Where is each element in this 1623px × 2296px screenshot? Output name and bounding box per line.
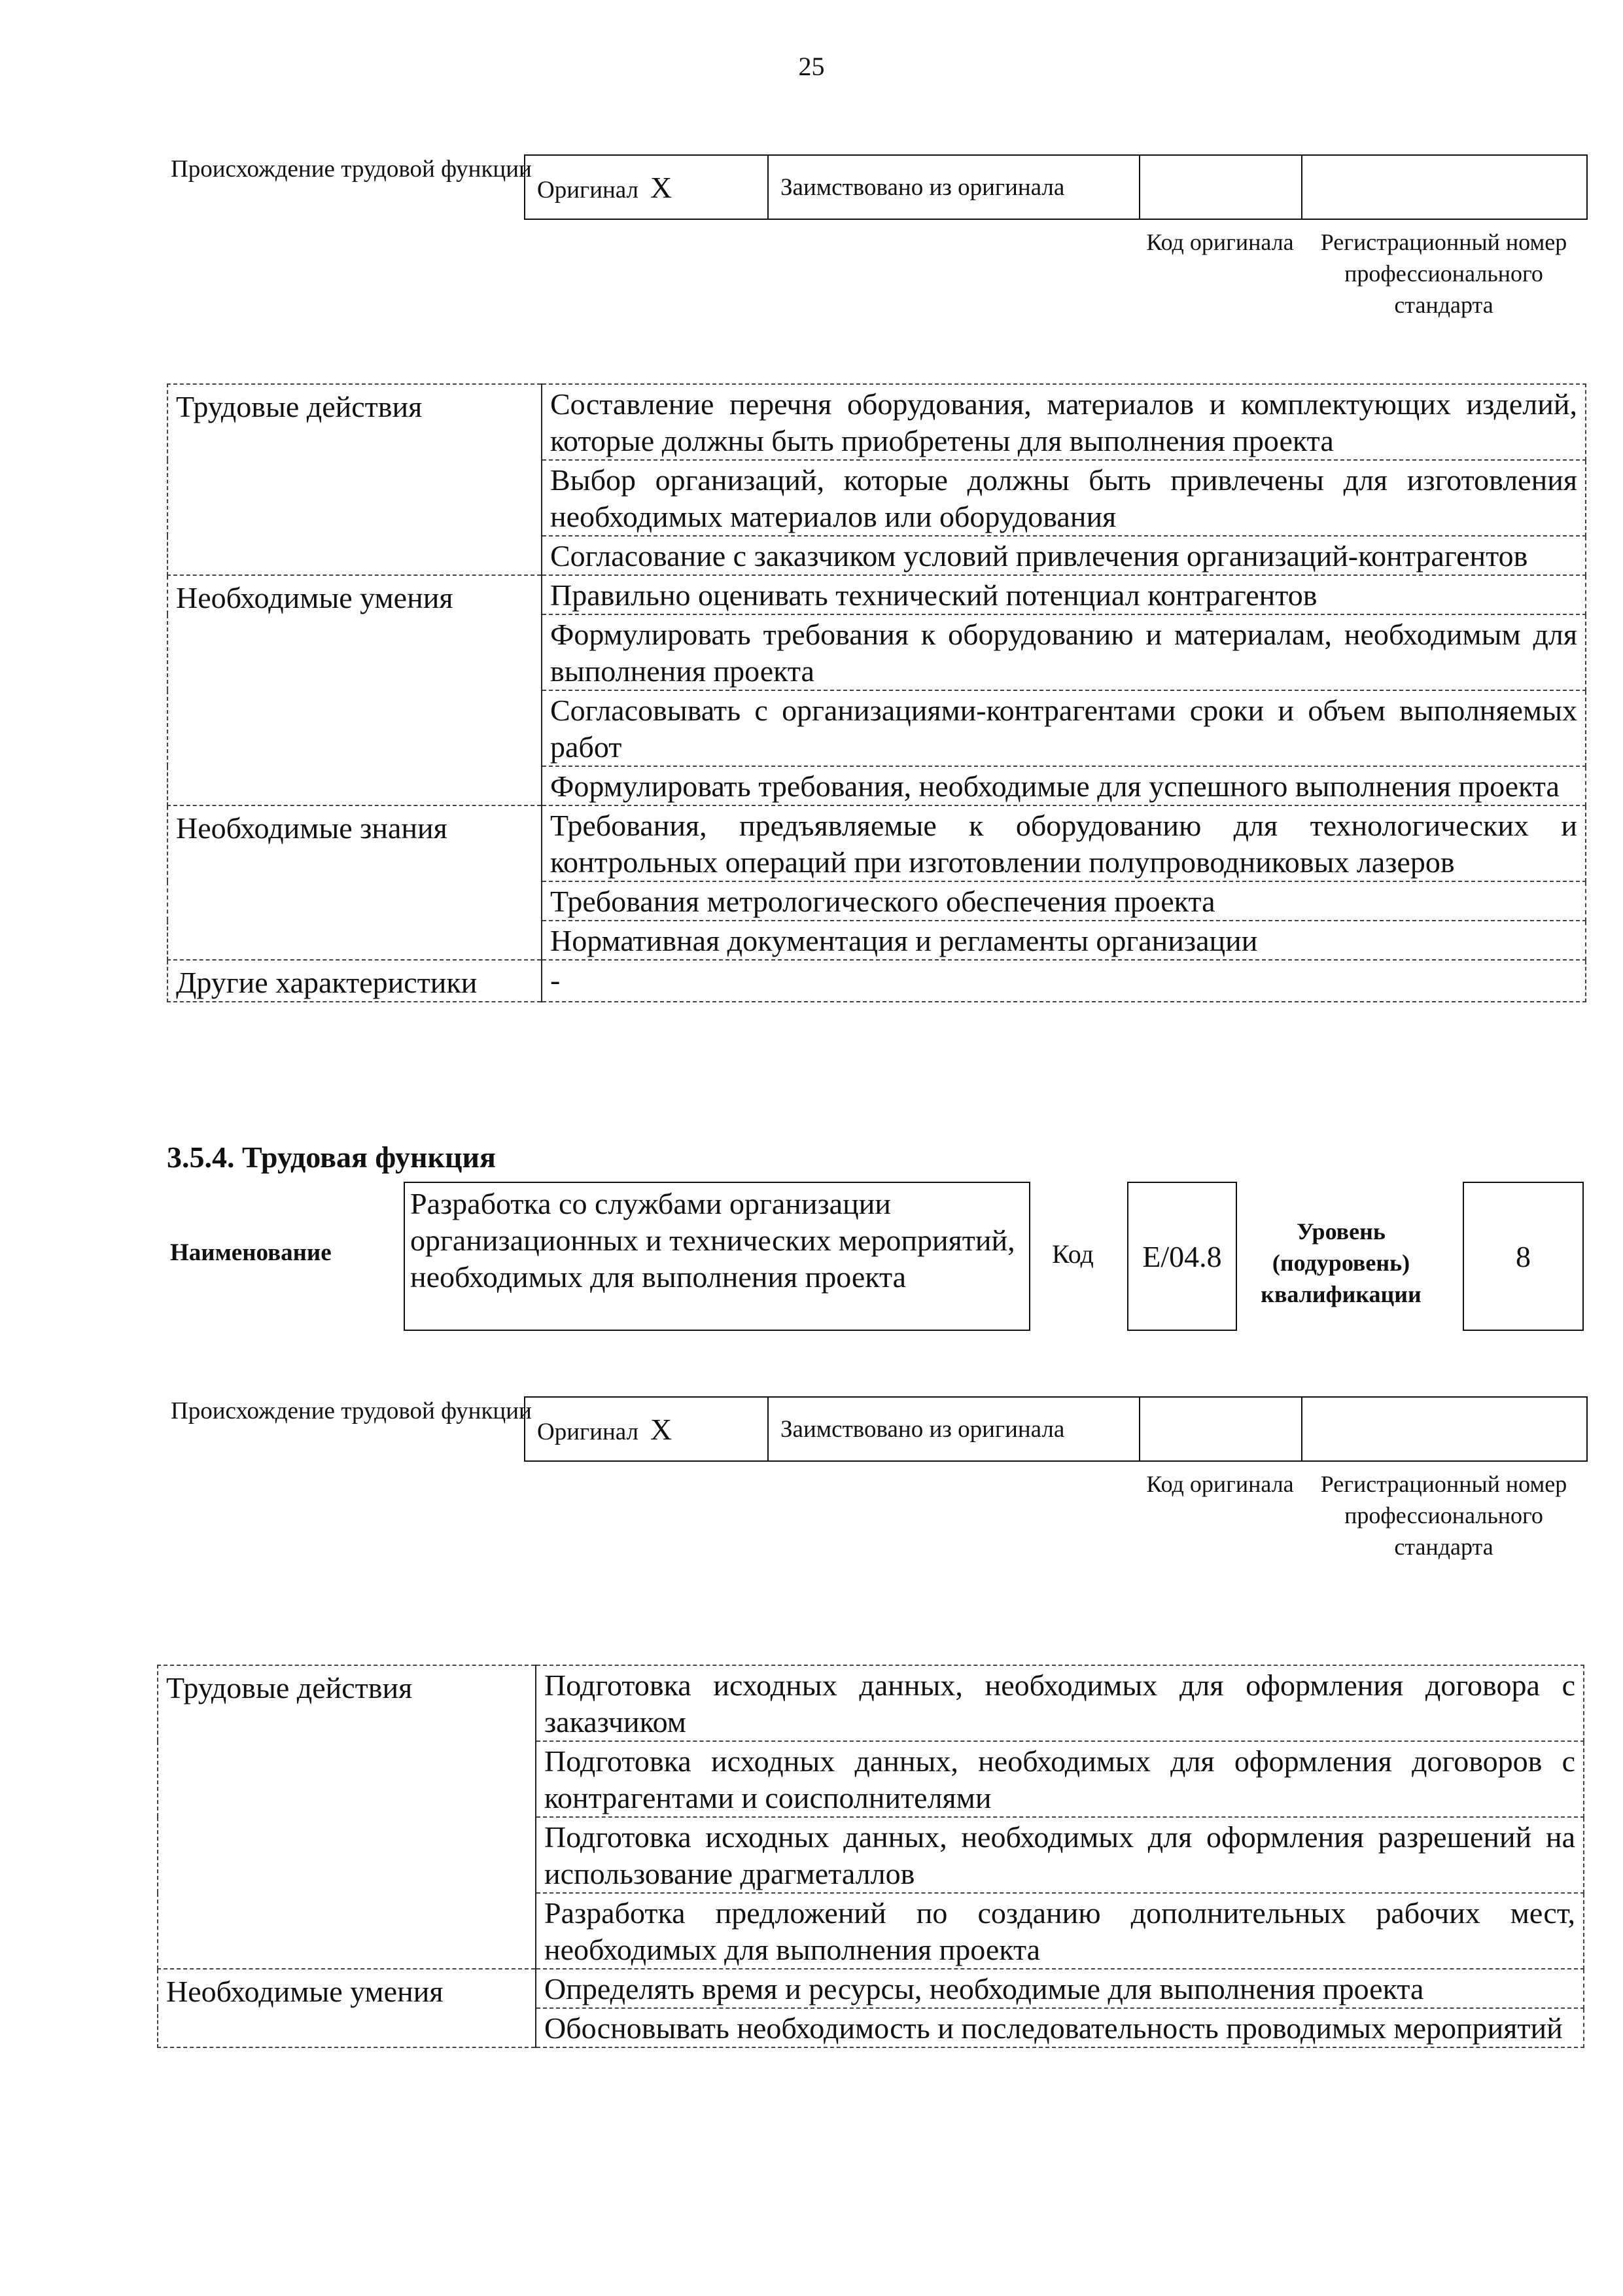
list-item: Правильно оценивать технический потенциал контрагентов xyxy=(542,575,1586,614)
list-item: Нормативная документация и регламенты организации xyxy=(542,921,1586,960)
list-item: Требования метрологического обеспечения проекта xyxy=(542,881,1586,921)
level-box: 8 xyxy=(1463,1182,1584,1331)
list-item: Составление перечня оборудования, материалов и комплектующих изделий, которые должны быть приобретены для выполнения проекта xyxy=(542,384,1586,460)
origin-code-cell xyxy=(1140,1397,1302,1461)
list-item: Подготовка исходных данных, необходимых для оформления договоров с контрагентами и соисполнителями xyxy=(536,1741,1584,1817)
list-item: Согласовывать с организациями-контрагентами сроки и объем выполняемых работ xyxy=(542,690,1586,766)
table-row xyxy=(167,384,1586,460)
category-cell: Другие характеристики xyxy=(167,960,542,1002)
origin-original-cell xyxy=(525,155,768,219)
list-item: Выбор организаций, которые должны быть привлечены для изготовления необходимых материалов или оборудования xyxy=(542,460,1586,536)
category-cell: Необходимые умения xyxy=(167,575,542,805)
section-heading: 3.5.4. Трудовая функция xyxy=(167,1140,496,1174)
original-label: Оригинал xyxy=(537,1418,639,1445)
reg-number-caption: Регистрационный номер профессионального стандарта xyxy=(1320,1471,1567,1560)
list-item: Подготовка исходных данных, необходимых для оформления договора с заказчиком xyxy=(536,1665,1584,1741)
functions-table-2 xyxy=(157,1665,1584,2048)
origin-label: Происхождение трудовой функции xyxy=(171,1398,532,1424)
list-item: Формулировать требования к оборудованию и материалам, необходимым для выполнения проекта xyxy=(542,614,1586,690)
original-mark: X xyxy=(650,170,672,204)
origin-label: Происхождение трудовой функции xyxy=(171,156,532,183)
code-original-caption: Код оригинала xyxy=(1146,229,1294,255)
origin-borrowed-cell: Заимствовано из оригинала xyxy=(768,1397,1140,1461)
original-mark: X xyxy=(650,1412,672,1446)
function-name-box: Разработка со службами организации организационных и технических мероприятий, необходимых для выполнения проекта xyxy=(404,1182,1030,1331)
functions-table-1 xyxy=(167,383,1586,1002)
origin-reg-cell xyxy=(1302,1397,1587,1461)
table-row xyxy=(158,1969,1584,2008)
table-row xyxy=(167,960,1586,1002)
origin-table xyxy=(524,1396,1588,1462)
list-item: Разработка предложений по созданию дополнительных рабочих мест, необходимых для выполнения проекта xyxy=(536,1893,1584,1969)
code-label: Код xyxy=(1052,1239,1094,1269)
origin-reg-cell xyxy=(1302,155,1587,219)
origin-code-cell xyxy=(1140,155,1302,219)
table-row xyxy=(167,575,1586,614)
name-label: Наименование xyxy=(170,1239,332,1266)
origin-original-cell xyxy=(525,1397,768,1461)
category-cell: Необходимые умения xyxy=(158,1969,536,2047)
origin-table xyxy=(524,154,1588,220)
category-cell: Трудовые действия xyxy=(158,1665,536,1969)
list-item: - xyxy=(542,960,1586,1002)
reg-number-caption: Регистрационный номер профессионального стандарта xyxy=(1320,229,1567,318)
category-cell: Трудовые действия xyxy=(167,384,542,575)
list-item: Подготовка исходных данных, необходимых для оформления разрешений на использование драгметаллов xyxy=(536,1817,1584,1893)
list-item: Формулировать требования, необходимые для успешного выполнения проекта xyxy=(542,766,1586,805)
category-cell: Необходимые знания xyxy=(167,805,542,960)
origin-borrowed-cell: Заимствовано из оригинала xyxy=(768,155,1140,219)
origin-block-1 xyxy=(167,154,1586,370)
list-item: Согласование с заказчиком условий привлечения организаций-контрагентов xyxy=(542,536,1586,575)
list-item: Обосновывать необходимость и последовательность проводимых мероприятий xyxy=(536,2008,1584,2047)
table-row xyxy=(158,1665,1584,1741)
table-row xyxy=(167,805,1586,881)
function-code-box: E/04.8 xyxy=(1127,1182,1237,1331)
origin-block-2 xyxy=(167,1396,1586,1612)
list-item: Требования, предъявляемые к оборудованию для технологических и контрольных операций при изготовлении полупроводниковых лазеров xyxy=(542,805,1586,881)
page-number: 25 xyxy=(798,52,825,81)
original-label: Оригинал xyxy=(537,176,639,203)
level-label: Уровень (подуровень) квалификации xyxy=(1261,1218,1422,1307)
list-item: Определять время и ресурсы, необходимые для выполнения проекта xyxy=(536,1969,1584,2008)
code-original-caption: Код оригинала xyxy=(1146,1471,1294,1497)
